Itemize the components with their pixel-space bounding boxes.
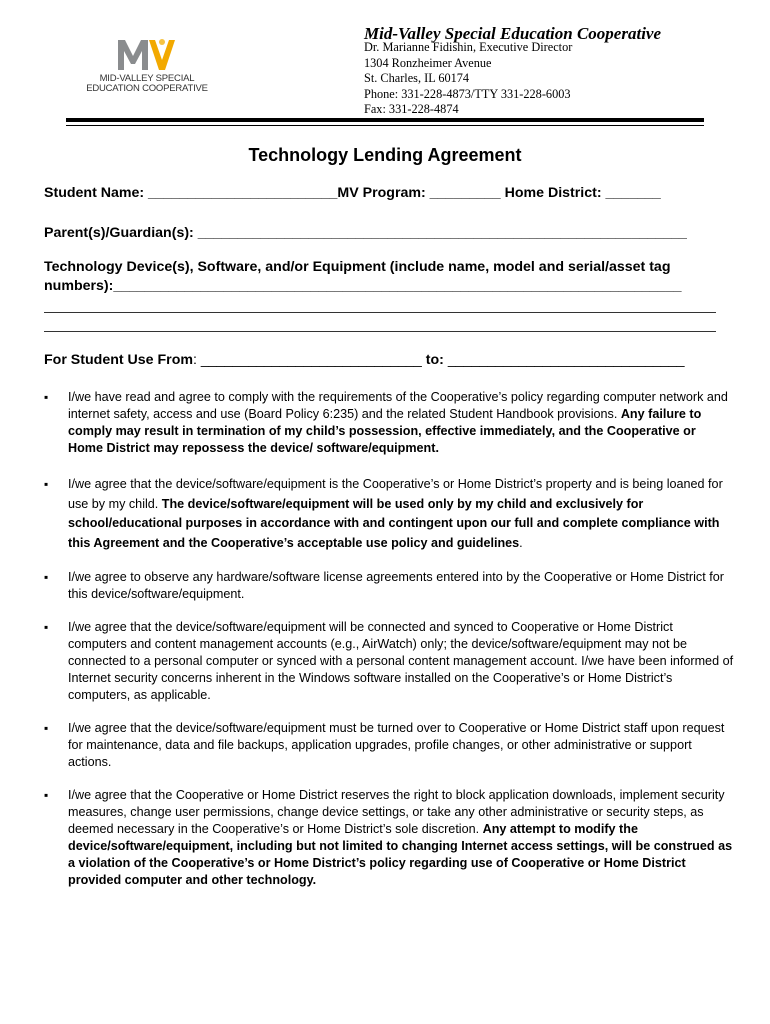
bullet-icon: ▪ [44, 570, 49, 584]
term-emphasis: Any attempt to modify the device/software/equipment, including but not limited to changing Internet access settings, will be construed as a violation of the Cooperative’s or Home District’s policy regarding use of Cooperative or Home District provided computer and other technology. [68, 822, 733, 887]
address-director: Dr. Marianne Fidishin, Executive Director [364, 40, 573, 54]
mv-logo-icon [116, 36, 178, 72]
term-text: I/we agree that the device/software/equipment must be turned over to Cooperative or Home District staff upon request for maintenance, data and file backups, application upgrades, profile changes, or other administrative or support actions. [68, 721, 725, 769]
use-period-row [44, 352, 685, 368]
term-text: I/we have read and agree to comply with the requirements of the Cooperative’s policy regarding computer network and internet safety, access and use (Board Policy 6:235) and the related Student Handbook provisions. [68, 390, 728, 421]
term-emphasis: The device/software/equipment will be used only by my child and exclusively for school/educational purposes in accordance with and contingent upon our full and complete compliance with this Agreement and the Cooperative’s acceptable use policy and guidelines [68, 496, 720, 550]
address-street: 1304 Ronzheimer Avenue [364, 55, 492, 70]
term-text: I/we agree to observe any hardware/software license agreements entered into by the Cooperative or Home District for this device/software/equipment. [68, 570, 724, 601]
organization-name: Mid-Valley Special Education Cooperative [364, 24, 662, 43]
address-phone: Phone: 331-228-4873/TTY 331-228-6003 [364, 86, 571, 101]
bullet-icon: ▪ [44, 721, 49, 735]
header-divider-thick [66, 118, 704, 122]
term-text: I/we agree that the device/software/equipment is the Cooperative’s or Home District’s property and is being loaned for use by my child. [68, 477, 723, 511]
bullet-icon: ▪ [44, 788, 49, 802]
home-district-field[interactable]: Home District: _______ [504, 185, 661, 201]
devices-blank-line-3[interactable] [44, 331, 716, 332]
header-divider-thin [66, 125, 704, 126]
use-from-label: For Student Use From [44, 352, 193, 368]
agreement-term [44, 389, 734, 457]
devices-field[interactable]: numbers):________________________________________________________________________ [44, 278, 682, 294]
devices-label-line-1: Technology Device(s), Software, and/or Equipment (include name, model and serial/asset tag [44, 259, 671, 275]
agreement-term [44, 475, 734, 553]
organization-address [364, 40, 572, 118]
agreement-term [44, 619, 734, 704]
devices-blank-line-2[interactable] [44, 312, 716, 313]
use-to-label: to: [425, 352, 444, 368]
student-info-row [44, 185, 661, 201]
use-from-field[interactable]: : ____________________________ [192, 352, 422, 368]
agreement-terms-list [44, 389, 734, 889]
agreement-term [44, 787, 734, 889]
address-fax: Fax: 331-228-4874 [364, 102, 459, 116]
term-text: I/we agree that the Cooperative or Home District reserves the right to block application downloads, implement security measures, change user permissions, change device settings, or take any other administrative or security steps, as deemed necessary in the Cooperative’s or Home District’s sole discretion. [68, 788, 725, 836]
term-tail: . [519, 535, 523, 550]
agreement-term [44, 720, 734, 771]
parents-guardians-field[interactable]: Parent(s)/Guardian(s): ______________________________________________________________ [44, 225, 687, 241]
cooperative-logo [82, 36, 212, 96]
address-city: St. Charles, IL 60174 [364, 71, 470, 85]
bullet-icon: ▪ [44, 620, 49, 634]
term-emphasis: Any failure to comply may result in termination of my child’s possession, effective immediately, and the Cooperative or Home District may repossess the device/ software/equipment. [68, 407, 702, 455]
logo-text-line-2: EDUCATION COOPERATIVE [86, 83, 208, 94]
term-text: I/we agree that the device/software/equipment will be connected and synced to Cooperative or Home District computers and content management accounts (e.g., AirWatch) only; the device/software/equipment may not be connected to a personal computer or synced with a personal content management account. I/we have been informed of Internet security concerns inherent in the Windows software installed on the Cooperative’s or Home District’s computers, as applicable. [68, 620, 734, 702]
document-title: Technology Lending Agreement [248, 145, 522, 165]
use-to-field[interactable]: ______________________________ [443, 352, 685, 368]
student-name-field[interactable]: Student Name: ________________________ [44, 185, 338, 201]
mv-program-field[interactable]: MV Program: _________ [337, 185, 501, 201]
bullet-icon: ▪ [44, 390, 49, 404]
agreement-term [44, 569, 734, 603]
logo-text-line-1: MID-VALLEY SPECIAL [99, 73, 195, 84]
bullet-icon: ▪ [44, 477, 49, 491]
